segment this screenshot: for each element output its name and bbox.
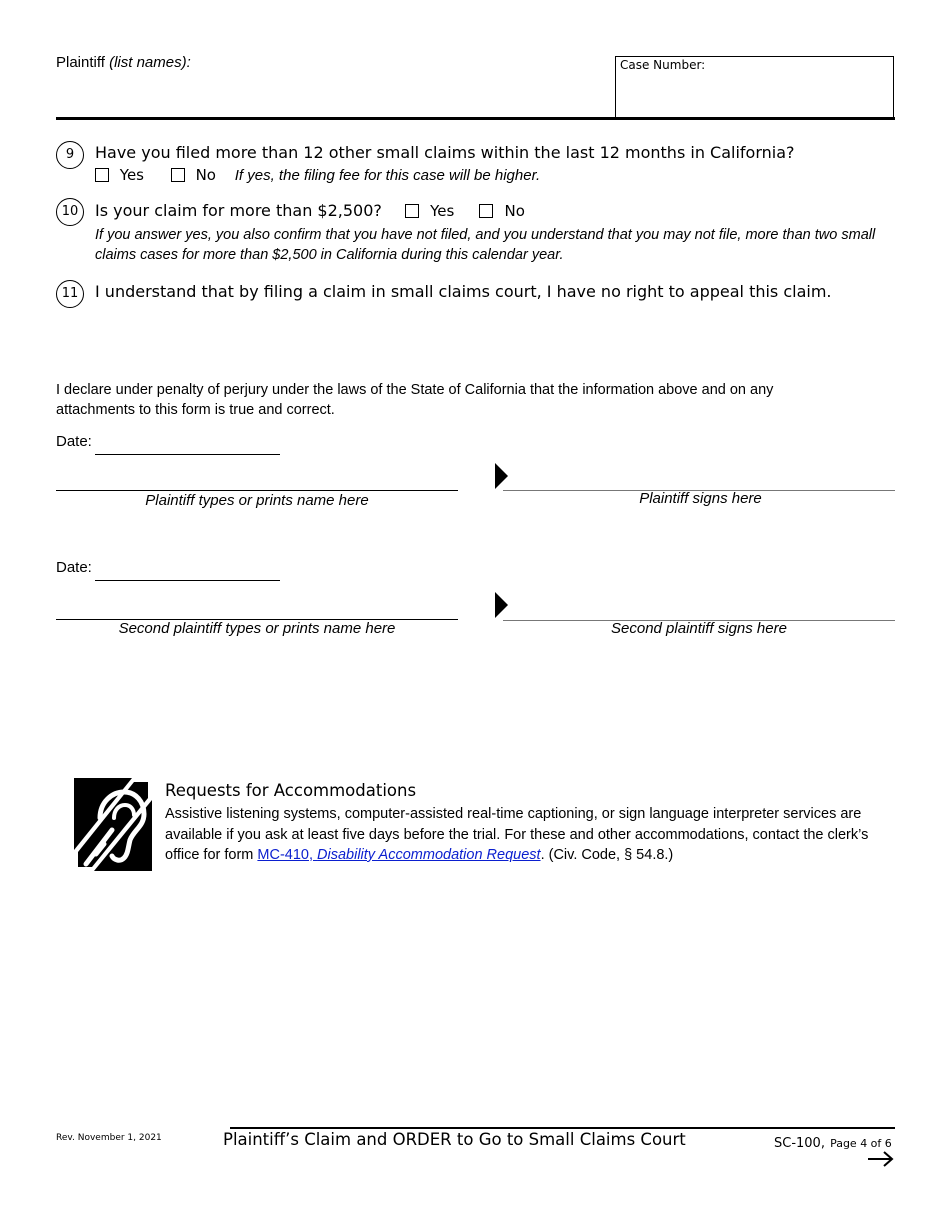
plaintiff-label: Plaintiff (list names):	[56, 54, 191, 71]
footer-rule	[230, 1127, 895, 1129]
header-rule	[56, 117, 895, 120]
plaintiff-name-caption: Plaintiff types or prints name here	[145, 492, 369, 509]
item-10-yes-checkbox[interactable]	[405, 204, 419, 218]
item-9-note: If yes, the filing fee for this case will be higher.	[234, 167, 541, 184]
item-10-no-checkbox[interactable]	[479, 204, 493, 218]
case-number-box[interactable]	[615, 56, 894, 118]
second-name-caption: Second plaintiff types or prints name here	[118, 620, 396, 637]
item-9-yes-checkbox[interactable]	[95, 168, 109, 182]
item-9-options	[95, 166, 540, 184]
footer-form-code: SC-100, Page 4 of 6	[774, 1136, 892, 1151]
item-11-number: 11	[56, 280, 84, 308]
item-9-question: Have you filed more than 12 other small claims within the last 12 months in California?	[95, 143, 795, 162]
item-10-no-label: No	[504, 202, 525, 220]
sign-arrow-icon-2	[495, 592, 508, 618]
item-10-yes-label: Yes	[430, 202, 455, 220]
item-9-number: 9	[56, 141, 84, 169]
declaration-text: I declare under penalty of perjury under the laws of the State of California that the information above and on any attachments to this form is true and correct.	[56, 382, 774, 418]
item-10-question: Is your claim for more than $2,500?	[95, 201, 382, 220]
plaintiff-names-field[interactable]	[56, 78, 611, 114]
date-label: Date:	[56, 433, 92, 450]
case-number-label: Case Number:	[620, 58, 706, 72]
item-9-no-label: No	[195, 166, 216, 184]
revision-date: Rev. November 1, 2021	[56, 1133, 162, 1143]
accommodations-body: Assistive listening systems, computer-assisted real-time captioning, or sign language interpreter services are available if you ask at least five days before the trial. For these and other accommodations, contact the clerk’s office for form MC-410, Disability Accommodation Request. (Civ. Code, § 54.8.)	[165, 806, 869, 863]
footer-form-title: Plaintiff’s Claim and ORDER to Go to Small Claims Court	[223, 1130, 686, 1149]
arrow-right-icon[interactable]	[866, 1149, 896, 1169]
plaintiff-name-line[interactable]	[56, 490, 458, 491]
second-sign-caption: Second plaintiff signs here	[611, 620, 787, 637]
plaintiff-sign-caption: Plaintiff signs here	[639, 490, 762, 507]
date-line[interactable]	[95, 454, 280, 455]
accommodations-title: Requests for Accommodations	[165, 781, 417, 800]
item-10-number: 10	[56, 198, 84, 226]
item-9-no-checkbox[interactable]	[171, 168, 185, 182]
item-9-yes-label: Yes	[119, 166, 144, 184]
hearing-assistance-icon	[74, 778, 152, 871]
mc-410-link[interactable]: MC-410, Disability Accommodation Request	[257, 847, 541, 863]
sign-arrow-icon	[495, 463, 508, 489]
item-10-note: If you answer yes, you also confirm that you have not filed, and you understand that you may not file, more than two small claims cases for more than $2,500 in California during this calendar year.	[95, 227, 876, 263]
page-info: Page 4 of 6	[830, 1137, 892, 1150]
date-line-2[interactable]	[95, 580, 280, 581]
date-label-2: Date:	[56, 559, 92, 576]
item-10-row	[95, 201, 525, 220]
item-11-text: I understand that by filing a claim in small claims court, I have no right to appeal this claim.	[95, 282, 832, 301]
